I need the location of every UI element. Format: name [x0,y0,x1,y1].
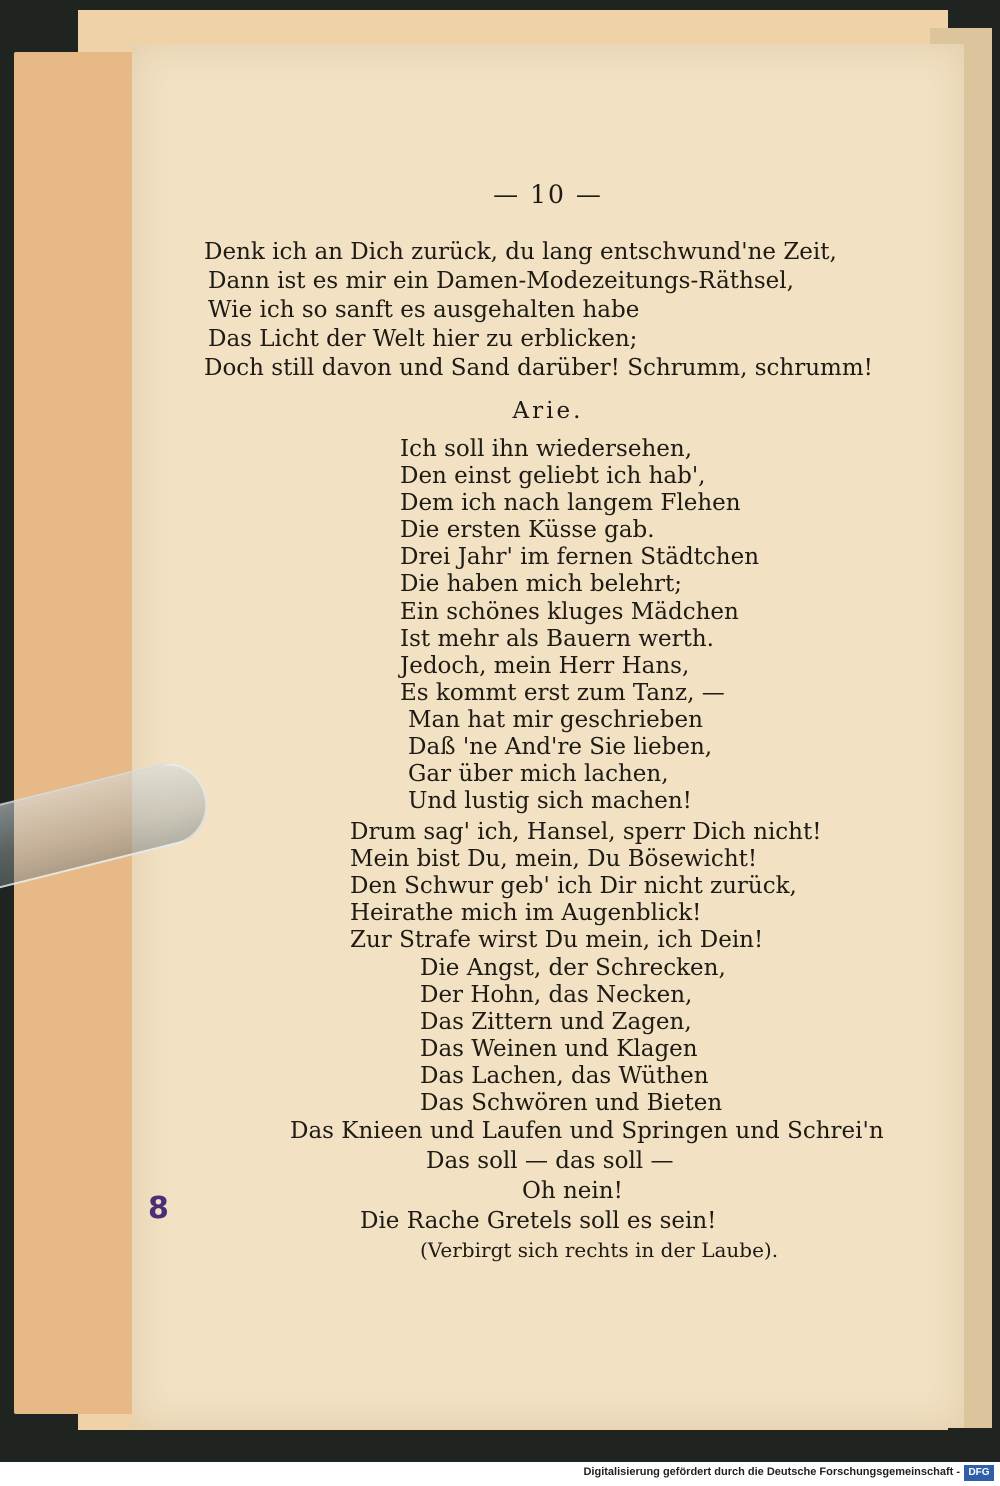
footer-bar [0,1462,1000,1486]
verse-line: Heirathe mich im Augenblick! [350,900,702,927]
verse-line: Daß 'ne And're Sie lieben, [408,734,713,761]
verse-line: Mein bist Du, mein, Du Bösewicht! [350,846,758,873]
dfg-logo: DFG [964,1465,994,1481]
verse-block-3 [420,955,726,1118]
verse-line: Man hat mir geschrieben [408,706,703,733]
verse-line-kneel: Das Knieen und Laufen und Springen und Schrei'n [290,1118,884,1144]
stage-direction: (Verbirgt sich rechts in der Laube). [420,1238,779,1262]
verse-line: Das Schwören und Bieten [420,1090,723,1117]
prose-line: Dann ist es mir ein Damen-Modezeitungs-Räthsel, [208,268,794,294]
verse-line: Das Weinen und Klagen [420,1036,698,1063]
verse-line: Die ersten Küsse gab. [400,517,655,544]
verse-line: Es kommt erst zum Tanz, — [400,679,725,706]
verse-line: Ich soll ihn wiedersehen, [400,436,693,462]
verse-block-1 [400,436,759,815]
verse-line: Dem ich nach langem Flehen [400,490,741,517]
prose-line: Denk ich an Dich zurück, du lang entschwund'ne Zeit, [204,239,837,265]
prose-line: Wie ich so sanft es ausgehalten habe [208,297,640,323]
prose-line: Das Licht der Welt hier zu erblicken; [208,326,638,352]
verse-line-oh: Oh nein! [522,1178,623,1204]
verse-line: Die haben mich belehrt; [400,571,682,598]
verse-line: Ist mehr als Bauern werth. [400,625,714,652]
footer-credit: Digitalisierung gefördert durch die Deutsche Forschungsgemeinschaft - [583,1466,960,1478]
verse-line: Das Lachen, das Wüthen [420,1063,709,1090]
ink-stamp-mark: 8 [148,1191,169,1226]
verse-line: Drum sag' ich, Hansel, sperr Dich nicht! [350,819,822,845]
verse-block-2 [350,819,821,954]
verse-line: Jedoch, mein Herr Hans, [400,652,690,679]
verse-line: Ein schönes kluges Mädchen [400,598,739,625]
verse-line: Den Schwur geb' ich Dir nicht zurück, [350,873,797,900]
verse-line-soll: Das soll — das soll — [426,1148,674,1174]
verse-line: Gar über mich lachen, [408,761,669,788]
prose-paragraph [204,238,904,383]
page-number: — 10 — [493,180,603,209]
verse-line: Das Zittern und Zagen, [420,1009,692,1036]
verse-line: Der Hohn, das Necken, [420,982,693,1009]
book-page [132,44,964,1428]
verse-line: Und lustig sich machen! [408,788,692,815]
verse-line-rache: Die Rache Gretels soll es sein! [360,1208,717,1234]
aria-heading: Arie. [512,398,584,424]
verse-line: Zur Strafe wirst Du mein, ich Dein! [350,927,764,954]
prose-line: Doch still davon und Sand darüber! Schrumm, schrumm! [204,355,873,381]
verse-line: Die Angst, der Schrecken, [420,955,726,981]
verse-line: Drei Jahr' im fernen Städtchen [400,544,760,571]
verse-line: Den einst geliebt ich hab', [400,463,706,490]
